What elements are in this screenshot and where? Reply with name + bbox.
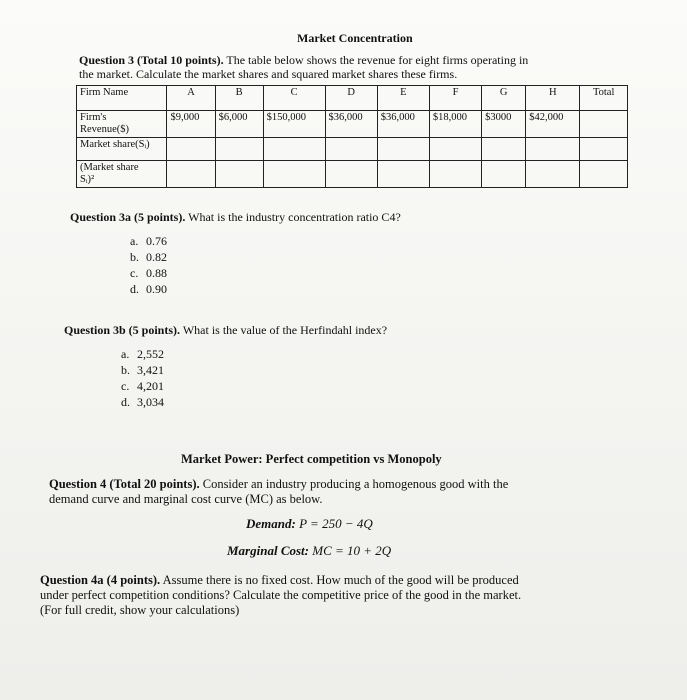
table-row-share [77,138,628,161]
option-item: c. 4,201 [121,379,164,393]
row-label: (Market share Sᵢ)² [77,161,167,188]
table-cell [325,138,377,161]
row-label: Firm's Revenue($) [77,111,167,138]
table-cell: $18,000 [429,111,481,138]
header-cell: B [215,86,263,111]
question-3-text-1: The table below shows the revenue for eight firms operating in [226,53,529,67]
question-4-text-2: demand curve and marginal cost curve (MC) as below. [49,492,323,506]
table-cell [167,138,215,161]
header-cell: Total [580,86,628,111]
question-3 [79,53,528,81]
demand-equation [246,516,373,532]
table-cell: $36,000 [377,111,429,138]
table-cell [215,138,263,161]
section-heading: Market Power: Perfect competition vs Monopoly [181,452,442,466]
table-cell: $6,000 [215,111,263,138]
table-cell [580,161,628,188]
header-cell: G [482,86,526,111]
table-cell [429,138,481,161]
question-4 [49,477,508,507]
demand-expression: P = 250 − 4Q [299,516,373,531]
mc-label: Marginal Cost: [227,543,309,558]
question-3b [64,323,387,338]
table-cell [263,161,325,188]
header-cell: Firm Name [77,86,167,111]
table-cell [377,161,429,188]
table-cell [167,161,215,188]
header-cell: D [325,86,377,111]
table-cell: $3000 [482,111,526,138]
table-cell [325,161,377,188]
table-cell [526,138,580,161]
table-cell: $9,000 [167,111,215,138]
question-3a-options [130,233,167,297]
question-3a-text: What is the industry concentration ratio C4? [188,210,401,224]
table-cell [263,138,325,161]
table-cell [526,161,580,188]
table-cell [429,161,481,188]
row-label: Market share(Sᵢ) [77,138,167,161]
option-item: c. 0.88 [130,266,167,280]
table-cell: $36,000 [325,111,377,138]
question-4a-text-2: under perfect competition conditions? Calculate the competitive price of the good in the market. [40,588,522,602]
question-3-label: Question 3 (Total 10 points). [79,53,224,67]
revenue-table [76,85,628,188]
demand-label: Demand: [246,516,296,531]
header-cell: C [263,86,325,111]
question-3-text-2: the market. Calculate the market shares and squared market shares these firms. [79,67,458,81]
option-item: a. 2,552 [121,347,164,361]
table-cell: $150,000 [263,111,325,138]
table-cell [215,161,263,188]
table-row-revenue [77,111,628,138]
option-item: b. 0.82 [130,250,167,264]
option-item: d. 3,034 [121,395,164,409]
page-title: Market Concentration [297,31,413,45]
header-cell: F [429,86,481,111]
table-cell [580,138,628,161]
question-4-text-1: Consider an industry producing a homogenous good with the [202,477,509,491]
question-4a-text-1: Assume there is no fixed cost. How much of the good will be produced [162,573,519,587]
header-cell: H [526,86,580,111]
header-cell: E [377,86,429,111]
option-item: a. 0.76 [130,234,167,248]
question-3b-label: Question 3b (5 points). [64,323,181,337]
table-row-share-squared [77,161,628,188]
table-header-row [77,86,628,111]
table-cell [482,161,526,188]
question-3b-options [121,346,164,410]
mc-expression: MC = 10 + 2Q [312,543,392,558]
question-3a [70,210,401,225]
table-cell: $42,000 [526,111,580,138]
header-cell: A [167,86,215,111]
question-4-label: Question 4 (Total 20 points). [49,477,200,491]
table-cell [482,138,526,161]
table-cell [580,111,628,138]
marginal-cost-equation [227,543,391,559]
table-cell [377,138,429,161]
option-item: b. 3,421 [121,363,164,377]
question-4a-label: Question 4a (4 points). [40,573,161,587]
option-item: d. 0.90 [130,282,167,296]
question-3a-label: Question 3a (5 points). [70,210,186,224]
question-4a [40,573,521,618]
question-3b-text: What is the value of the Herfindahl index? [182,323,388,337]
question-4a-text-3: (For full credit, show your calculations) [40,603,240,617]
